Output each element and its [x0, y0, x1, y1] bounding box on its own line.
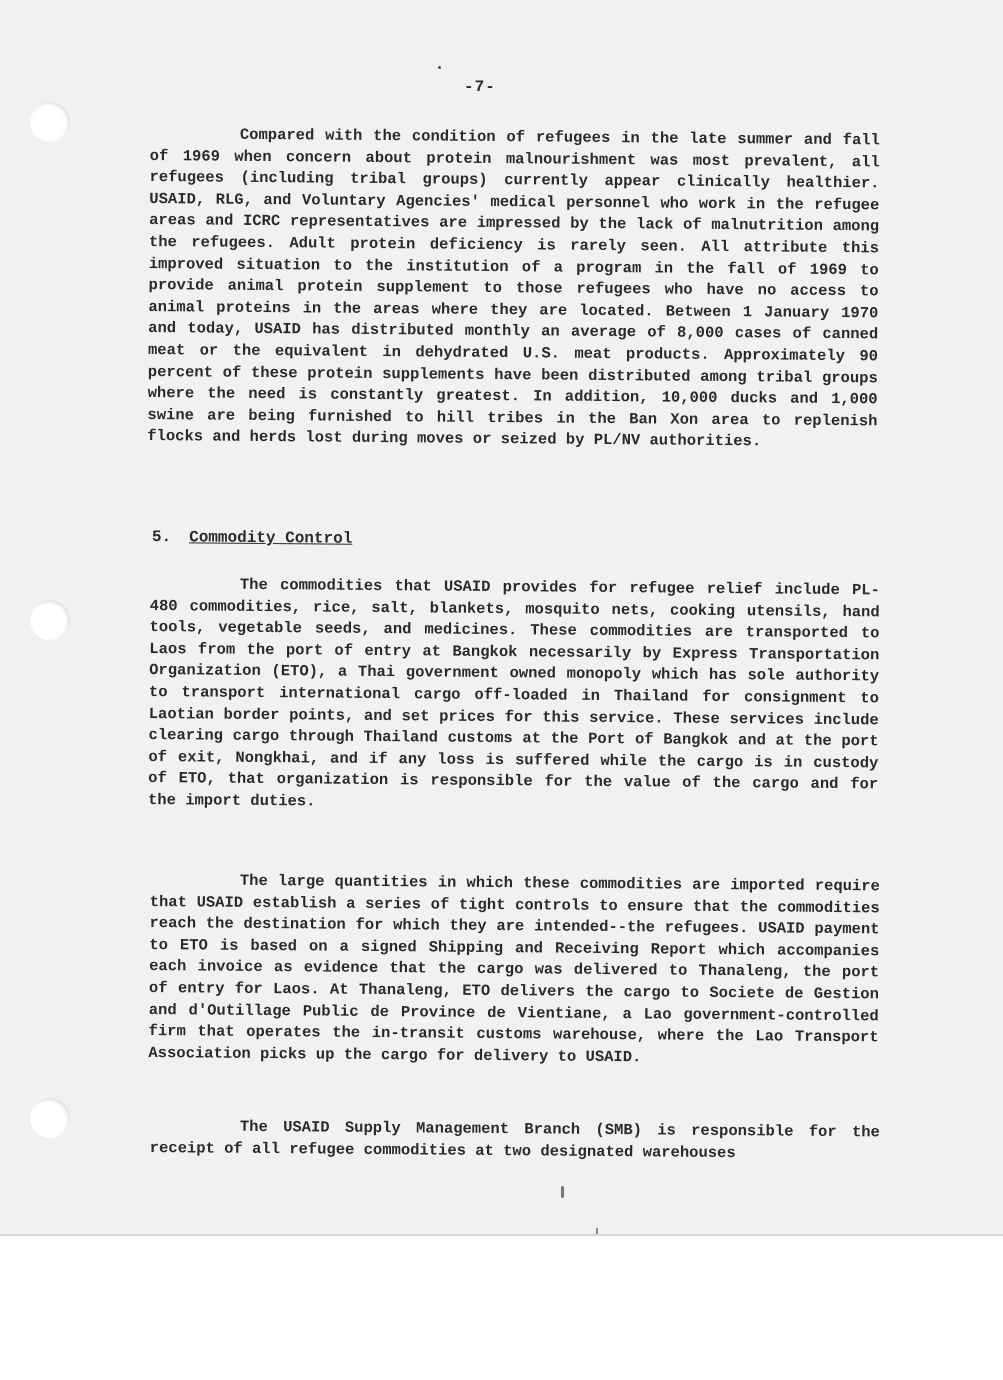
- paragraph-commodities: The commodities that USAID provides for refugee relief include PL-480 commodities, rice, salt, blankets, mosquito nets, cooking utensils, hand tools, vegetable seeds, and medicines. These commodities are transported to Laos from the port of entry at Bangkok necessarily by Express Transportation Organization (ETO), a Thai government owned monopoly which has sole authority to transport international cargo off-loaded in Thailand for consignment to Laotian border points, and set prices for this service. These services include clearing cargo through Thailand customs at the Port of Bangkok and at the port of exit, Nongkhai, and if any loss is suffered while the cargo is in custody of ETO, that organization is responsible for the value of the cargo and for the import duties.: [147, 575, 880, 811]
- paragraph-controls: The large quantities in which these commodities are imported require that USAID establish a series of tight controls to ensure that the commodities reach the destination for which they are intended--the refugees. USAID payment to ETO is based on a signed Shipping and Receiving Report which accompanies each invoice as evidence that the cargo was delivered to Thanaleng, the port of entry for Laos. At Thanaleng, ETO delivers the cargo to Societe de Gestion and d'Outillage Public de Province de Vientiane, a Lao government-controlled firm that operates the in-transit customs warehouse, where the Lao Transport Association picks up the cargo for delivery to USAID.: [148, 871, 880, 1067]
- page-number: -7-: [464, 78, 496, 96]
- punch-hole-bottom: [30, 1098, 70, 1138]
- paragraph-supply-management: The USAID Supply Management Branch (SMB) is responsible for the receipt of all refugee commodities at two designated warehouses: [149, 1117, 880, 1162]
- page-bottom-edge: [0, 1234, 1003, 1236]
- section-heading: [152, 528, 353, 548]
- section-number: 5.: [151, 528, 172, 547]
- scan-speck: [438, 66, 441, 69]
- paragraph-protein-supplements: Compared with the condition of refugees in the late summer and fall of 1969 when concern about protein malnourishment was most prevalent, all refugees (including tribal groups) currently appear clinically healthier. USAID, RLG, and Voluntary Agencies' medical personnel who work in the refugee areas and ICRC representatives are impressed by the lack of malnutrition among the refugees. Adult protein deficiency is rarely seen. All attribute this improved situation to the institution of a program in the fall of 1969 to provide animal protein supplement to those refugees who have no access to animal proteins in the areas where they are located. Between 1 January 1970 and today, USAID has distributed monthly an average of 8,000 cases of canned meat or the equivalent in dehydrated U.S. meat products. Approximately 90 percent of these protein supplements have been distributed among tribal groups where the need is constantly greatest. In addition, 10,000 ducks and 1,000 swine are being furnished to hill tribes in the Ban Xon area to replenish flocks and herds lost during moves or seized by PL/NV authorities.: [147, 125, 880, 451]
- punch-hole-top: [30, 102, 70, 142]
- scan-speck: [561, 1186, 564, 1198]
- punch-hole-middle: [30, 600, 70, 640]
- section-title: Commodity Control: [189, 528, 353, 548]
